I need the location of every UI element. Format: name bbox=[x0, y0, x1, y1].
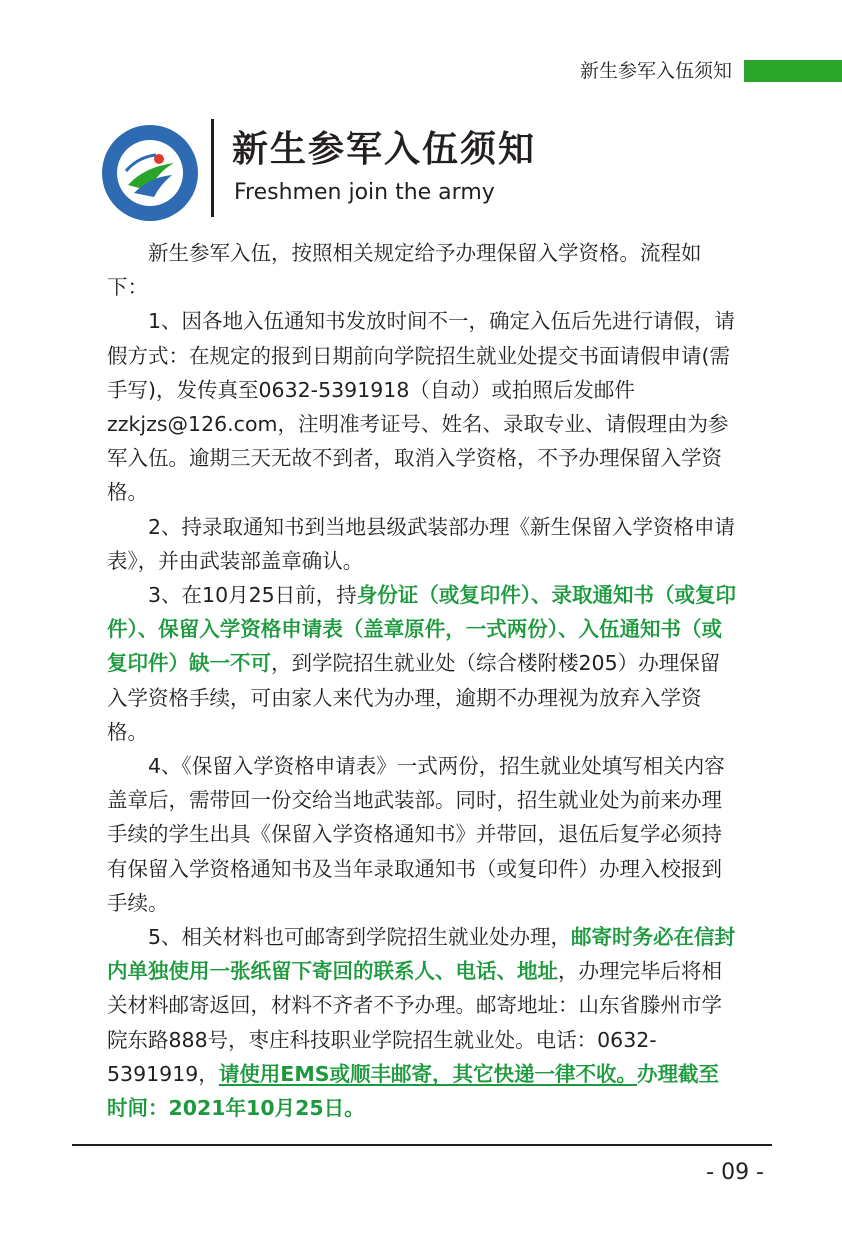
page-number: - 09 - bbox=[706, 1160, 764, 1185]
step-4-paragraph: 4、《保留入学资格申请表》一式两份，招生就业处填写相关内容盖章后，需带回一份交给当地武装部。同时，招生就业处为前来办理手续的学生出具《保留入学资格通知书》并带回，退伍后复学必须持有保留入学资格通知书及当年录取通知书（或复印件）办理入校报到手续。 bbox=[107, 754, 725, 915]
step-5-deadline: 办理截至时间：2021年10月25日。 bbox=[107, 1061, 719, 1121]
school-emblem-icon bbox=[104, 127, 196, 219]
step-2-paragraph: 2、持录取通知书到当地县级武装部办理《新生保留入学资格申请表》，并由武装部盖章确认。 bbox=[107, 514, 736, 573]
step-5-text: 5、相关材料也可邮寄到学院招生就业处办理， bbox=[148, 925, 572, 950]
title-divider bbox=[211, 119, 214, 217]
step-3-text: 3、在10月25日前，持 bbox=[148, 583, 357, 608]
header-accent-bar bbox=[744, 60, 842, 82]
step-1-paragraph: 1、因各地入伍通知书发放时间不一，确定入伍后先进行请假，请假方式：在规定的报到日期前向学院招生就业处提交书面请假申请(需手写)，发传真至0632-5391918（自动）或拍照后发邮件zzkjzs@126.com，注明准考证号、姓名、录取专业、请假理由为参军入伍。逾期三天无故不到者，取消入学资格，不予办理保留入学资格。 bbox=[107, 309, 736, 505]
step-5-paragraph bbox=[107, 920, 739, 1125]
footer-rule bbox=[72, 1144, 772, 1146]
step-3-paragraph bbox=[107, 578, 739, 749]
step-5-text-mid: ，办理完毕后将相关材料邮寄返回，材料不齐者不予办理。邮寄地址：山东省滕州市学院东路888号，枣庄科技职业学院招生就业处。电话：0632-5391919， bbox=[107, 959, 722, 1086]
page-title: 新生参军入伍须知 bbox=[232, 129, 537, 170]
step-5-courier-notice: 请使用EMS或顺丰邮寄，其它快递一律不收。 bbox=[218, 1061, 637, 1086]
running-header-title: 新生参军入伍须知 bbox=[579, 60, 732, 82]
intro-paragraph: 新生参军入伍，按照相关规定给予办理保留入学资格。流程如下： bbox=[107, 241, 702, 300]
step-3-text-end: ，到学院招生就业处（综合楼附楼205）办理保留入学资格手续，可由家人来代为办理，逾期不办理视为放弃入学资格。 bbox=[107, 651, 721, 744]
step-5-highlight: 邮寄时务必在信封内单独使用一张纸留下寄回的联系人、电话、地址 bbox=[107, 925, 736, 984]
body-text bbox=[107, 236, 739, 1125]
running-header bbox=[0, 58, 842, 84]
page-subtitle: Freshmen join the army bbox=[234, 180, 495, 205]
step-3-highlight: 身份证（或复印件）、录取通知书（或复印件）、保留入学资格申请表（盖章原件，一式两份）、入伍通知书（或复印件）缺一不可 bbox=[107, 583, 736, 676]
